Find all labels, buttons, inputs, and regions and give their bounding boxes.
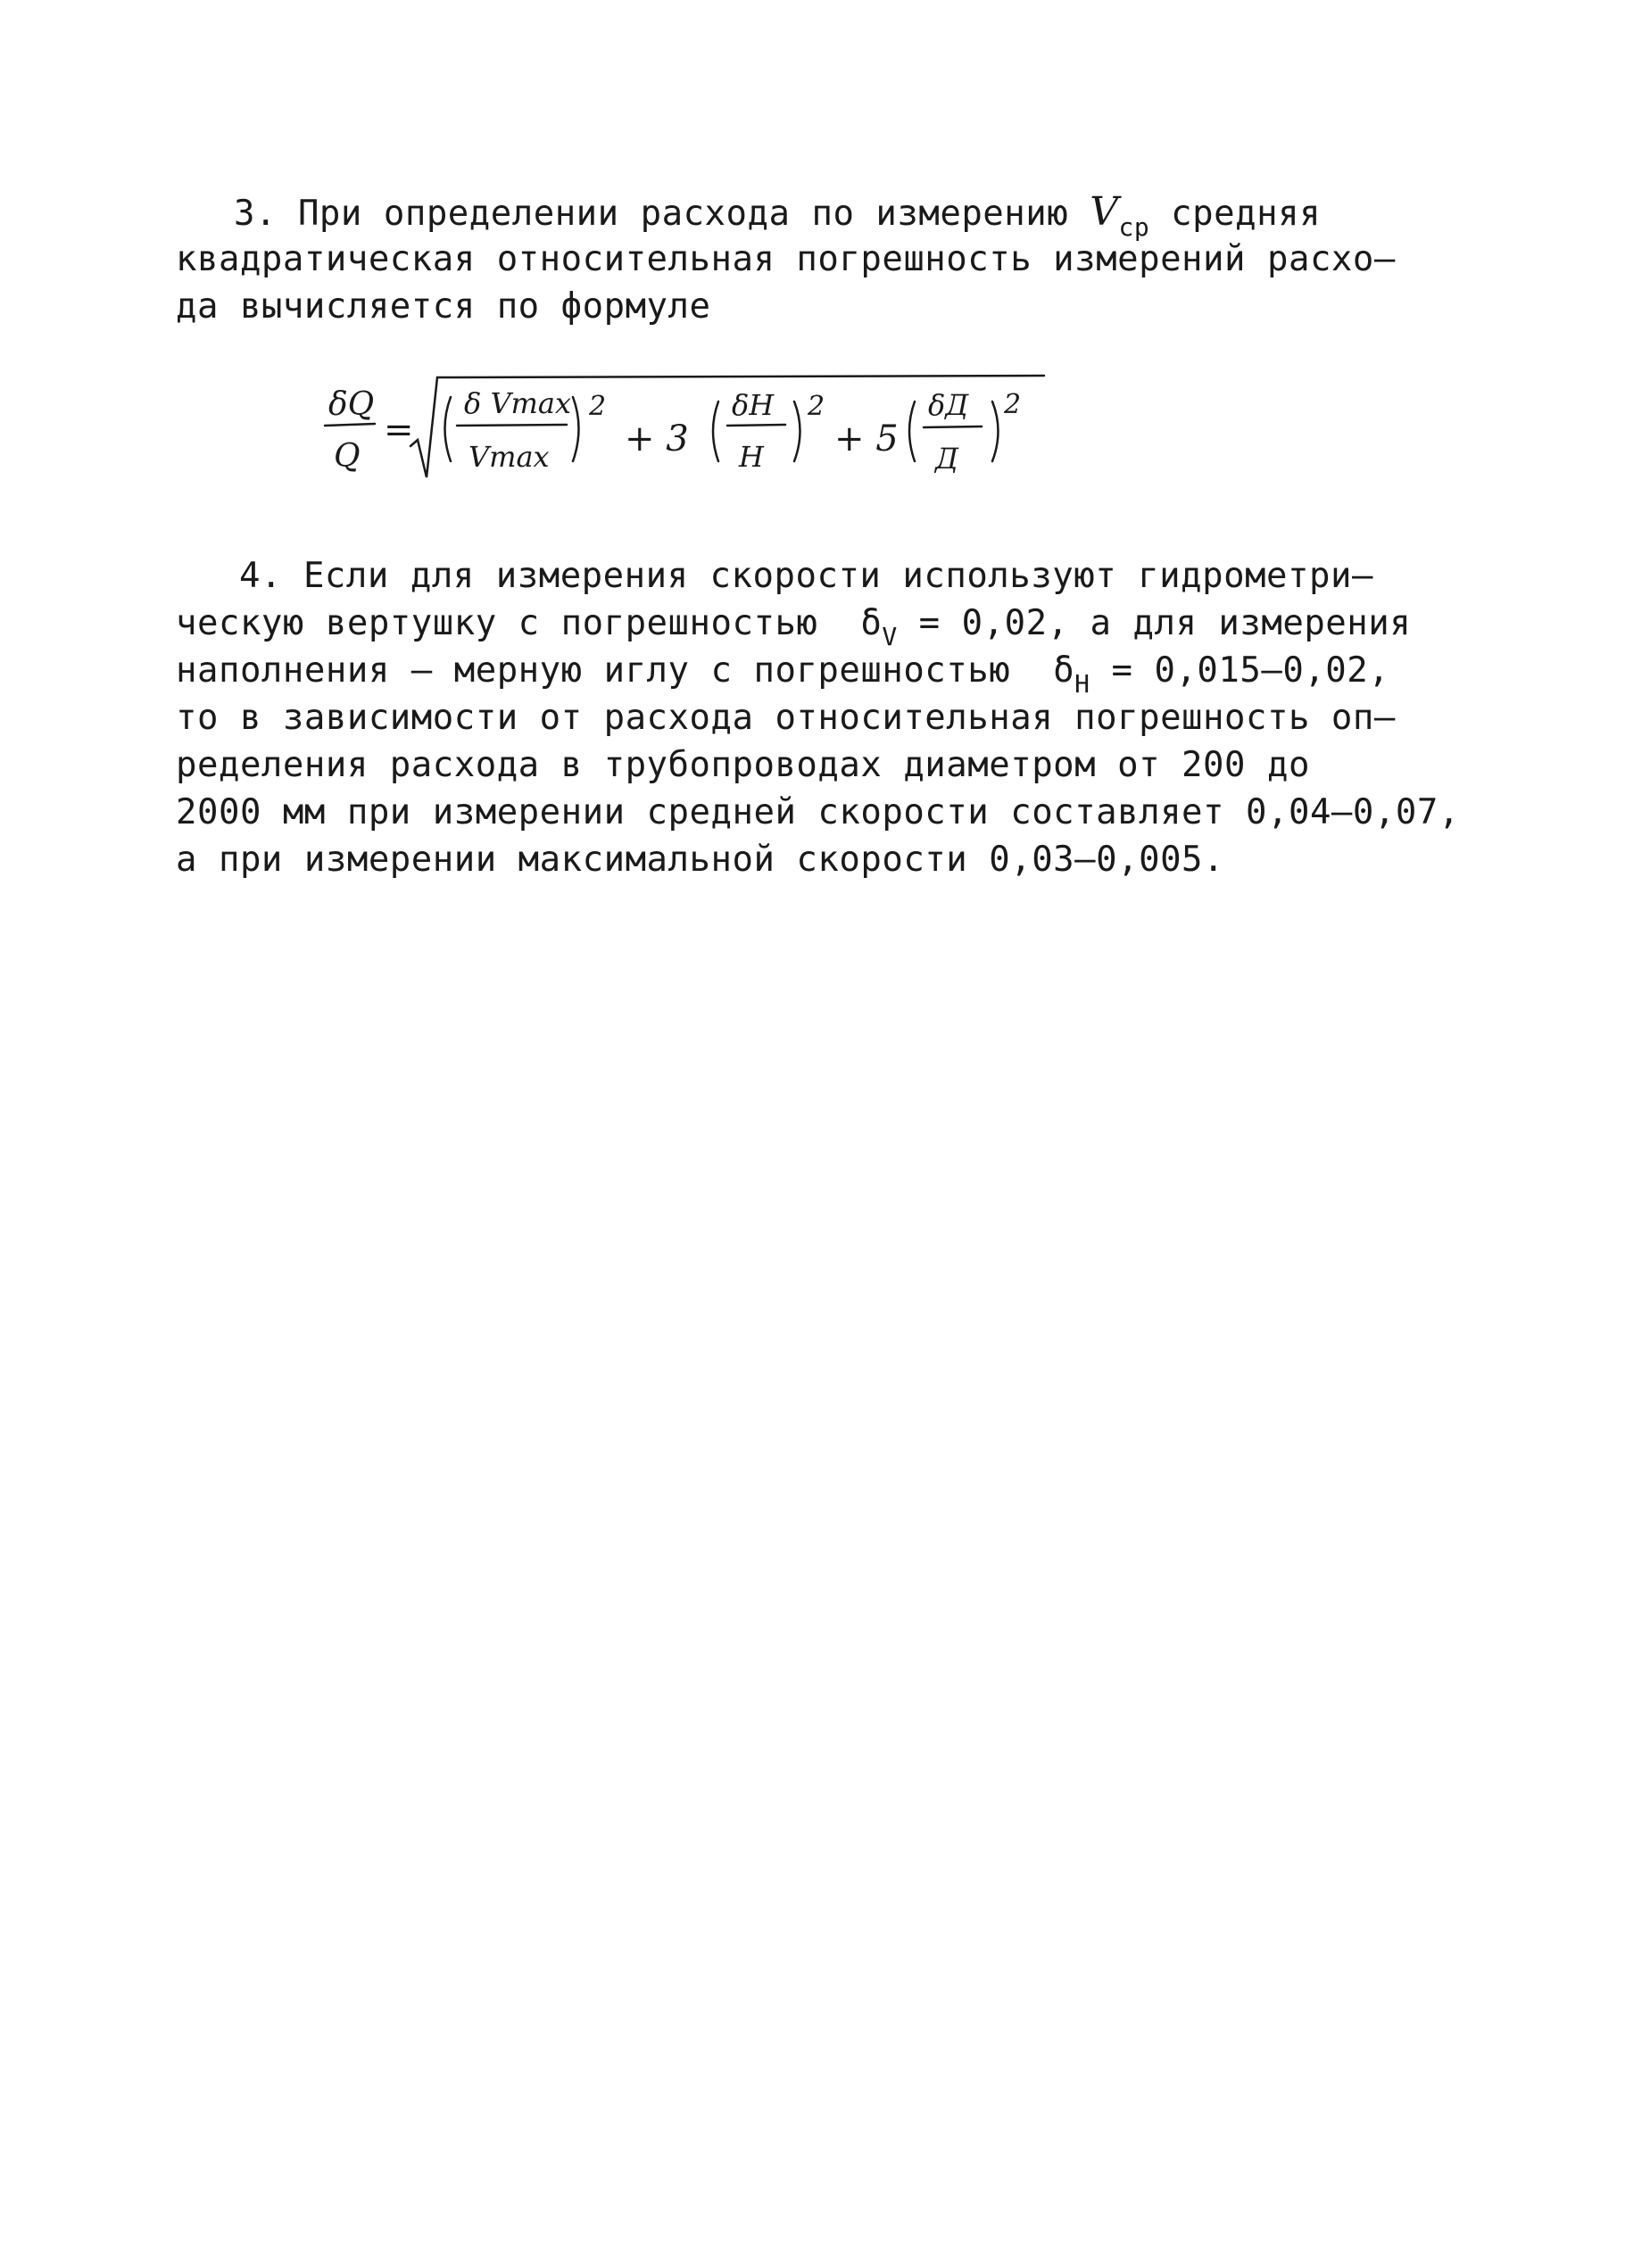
section3-line3: да вычисляется по формуле	[176, 286, 711, 327]
formula-t3-den: Д	[935, 442, 959, 476]
formula-t1-den: Vmax	[468, 440, 550, 474]
t3-fraction-bar	[924, 426, 982, 427]
paren-close-1	[573, 397, 579, 461]
section4-line2-b: = 0,02, а для измерения	[897, 603, 1412, 643]
section4-line1: 4. Если для измерения скорости используют гидрометри–	[239, 556, 1373, 596]
section3-text-b: средняя	[1149, 194, 1322, 234]
section4-line2-a: ческую вертушку с погрешностью δ	[176, 603, 883, 643]
paren-close-2	[794, 401, 800, 461]
paren-open-3	[909, 401, 915, 461]
formula-graphic	[321, 361, 1053, 495]
formula-plus1: + 3	[625, 418, 689, 459]
section4-line7: а при измерении максимальной скорости 0,03–0,005.	[176, 840, 1225, 880]
formula-t1-num: δ Vmax	[464, 386, 572, 420]
section3-line1	[234, 189, 1321, 240]
formula-eq: =	[384, 410, 414, 451]
section4-line3-a: наполнения – мерную иглу с погрешностью δ	[176, 650, 1075, 691]
symbol-v: V	[1090, 189, 1119, 235]
formula-t2-num: δH	[732, 388, 775, 422]
formula-lhs-den: Q	[334, 438, 361, 475]
error-formula	[321, 361, 1053, 495]
paren-open-1	[445, 397, 452, 461]
formula-plus2: + 5	[834, 418, 899, 459]
section3-text-a: 3. При определении расхода по измерению	[234, 194, 1090, 234]
t1-fraction-bar	[457, 425, 567, 426]
section4-line4: то в зависимости от расхода относительная погрешность оп–	[176, 698, 1396, 738]
paren-close-3	[992, 401, 999, 461]
formula-lhs-num: δQ	[328, 386, 375, 423]
section4-line3-b: = 0,015–0,02,	[1090, 650, 1390, 691]
section3-line2: квадратическая относительная погрешность измерений расхо–	[176, 239, 1396, 279]
section4-line3	[176, 648, 1389, 697]
subscript-h: H	[1074, 669, 1090, 699]
subscript-v: V	[882, 622, 898, 651]
section4-line2	[176, 600, 1411, 650]
formula-exp2: 2	[808, 391, 825, 422]
formula-exp1: 2	[589, 391, 607, 422]
subscript-sr: ср	[1118, 212, 1150, 242]
paren-open-2	[713, 401, 718, 461]
t2-fraction-bar	[727, 425, 785, 426]
section4-line5: ределения расхода в трубопроводах диаметром от 200 до	[176, 745, 1310, 785]
section4-line6: 2000 мм при измерении средней скорости составляет 0,04–0,07,	[176, 792, 1460, 832]
formula-t3-num: δД	[928, 388, 969, 422]
lhs-fraction-bar	[325, 424, 375, 426]
formula-t2-den: H	[739, 440, 764, 474]
formula-exp3: 2	[1004, 389, 1022, 420]
